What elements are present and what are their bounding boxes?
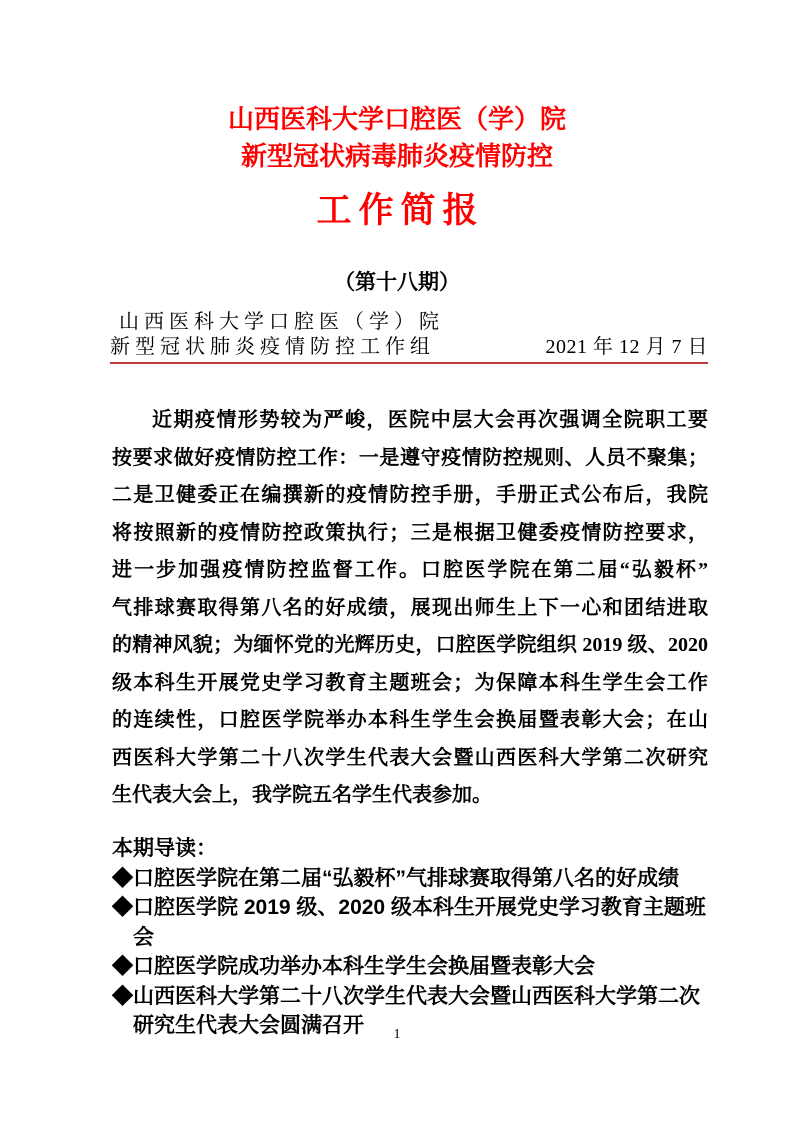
body-paragraph-line: 近期疫情形势较为严峻，医院中层大会再次强调全院职工要	[152, 409, 708, 431]
diamond-bullet-icon: ◆	[112, 866, 133, 890]
issue-number-label: （第十八期）	[334, 270, 460, 294]
digest-heading: 本期导读：	[112, 837, 217, 860]
diamond-bullet-icon: ◆	[112, 984, 133, 1008]
digest-item	[112, 893, 710, 952]
body-paragraph-line: 生代表大会上，我学院五名学生代表参加。	[112, 784, 492, 806]
body-paragraph-line: 将按照新的疫情防控政策执行；三是根据卫健委疫情防控要求，	[112, 521, 708, 544]
body-paragraph-line: 西医科大学第二十八次学生代表大会暨山西医科大学第二次研究	[112, 746, 708, 769]
digest-item-text: 口腔医学院成功举办本科生学生会换届暨表彰大会	[133, 955, 595, 978]
body-paragraph	[112, 402, 708, 815]
body-paragraph-line: 级本科生开展党史学习教育主题班会；为保障本科生学生会工作	[112, 671, 708, 694]
digest-item-text: 口腔医学院 2019 级、2020 级本科生开展党史学习教育主题班会	[133, 896, 706, 949]
diamond-bullet-icon: ◆	[112, 896, 133, 919]
body-paragraph-line: 的精神风貌；为缅怀党的光辉历史，口腔医学院组织 2019 级、2020	[112, 634, 708, 656]
masthead-org-line2: 新型冠状病毒肺炎疫情防控	[240, 141, 553, 171]
body-paragraph-line: 进一步加强疫情防控监督工作。口腔医学院在第二届“弘毅杯”	[112, 559, 708, 581]
issue-date: 2021 年 12 月 7 日	[545, 336, 708, 358]
diamond-bullet-icon: ◆	[112, 955, 133, 978]
letterhead	[110, 309, 708, 364]
digest-item	[112, 864, 710, 894]
body-paragraph-line: 按要求做好疫情防控工作：一是遵守疫情防控规则、人员不聚集；	[112, 446, 708, 469]
digest-item-text: 口腔医学院在第二届“弘毅杯”气排球赛取得第八名的好成绩	[133, 866, 679, 890]
letterhead-unit-line1: 山西医科大学口腔医（学）院	[119, 311, 444, 333]
bulletin-title: 工作简报	[316, 191, 485, 230]
letterhead-unit-line2: 新型冠状肺炎疫情防控工作组	[110, 336, 435, 358]
page-number: 1	[393, 1027, 401, 1042]
body-paragraph-line: 二是卫健委正在编撰新的疫情防控手册，手册正式公布后，我院	[112, 484, 708, 506]
digest-item-text: 山西医科大学第二十八次学生代表大会暨山西医科大学第二次研究生代表大会圆满召开	[133, 984, 700, 1037]
masthead-org-line1: 山西医科大学口腔医（学）院	[227, 104, 566, 134]
body-paragraph-line: 气排球赛取得第八名的好成绩，展现出师生上下一心和团结进取	[112, 596, 708, 619]
digest-item	[112, 952, 710, 982]
body-paragraph-line: 的连续性，口腔医学院举办本科生学生会换届暨表彰大会；在山	[112, 709, 708, 731]
letterhead-row	[110, 335, 708, 360]
digest-list	[112, 864, 710, 1041]
page-footer	[0, 1026, 794, 1044]
digest-section	[112, 834, 710, 1041]
